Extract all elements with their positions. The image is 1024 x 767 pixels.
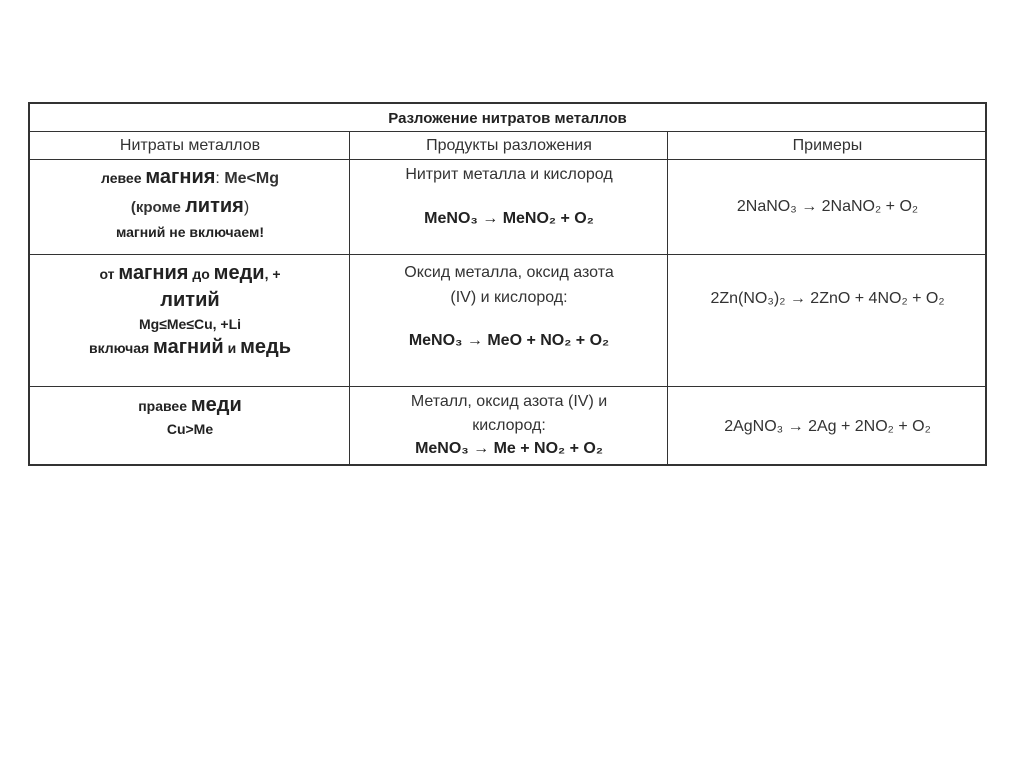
text: литий bbox=[160, 289, 220, 311]
text: , + bbox=[264, 266, 281, 282]
text: включая bbox=[88, 340, 154, 356]
text: правее bbox=[138, 398, 191, 414]
row3-products bbox=[350, 389, 668, 467]
text: : bbox=[215, 170, 225, 187]
row2-example: 2Zn(NO₃)₂ → 2ZnO + 4NO₂ + O₂ bbox=[710, 290, 945, 307]
text: (IV) и кислород: bbox=[450, 289, 568, 306]
text: от bbox=[99, 266, 119, 282]
text: кислород: bbox=[472, 417, 546, 434]
text: Оксид металла, оксид азота bbox=[404, 264, 614, 281]
formula: MeNO₃ → MeNO₂ + O₂ bbox=[424, 210, 594, 227]
header-examples: Примеры bbox=[792, 137, 863, 154]
nitrate-decomposition-table bbox=[28, 102, 987, 466]
row1-example: 2NaNO₃ → 2NaNO₂ + O₂ bbox=[736, 198, 919, 215]
row3-metals bbox=[30, 394, 350, 464]
header-products: Продукты разложения bbox=[426, 137, 592, 154]
row1-metals bbox=[30, 166, 350, 256]
row2-metals bbox=[30, 262, 350, 387]
text: Металл, оксид азота (IV) и bbox=[410, 393, 608, 410]
text: левее bbox=[101, 170, 146, 186]
formula: MeNO₃ → Me + NO₂ + O₂ bbox=[415, 440, 603, 457]
formula: MeNO₃ → MeO + NO₂ + O₂ bbox=[408, 332, 610, 349]
table-title: Разложение нитратов металлов bbox=[388, 109, 627, 127]
row2-products bbox=[350, 260, 668, 385]
text: Mg≤Me≤Cu, +Li bbox=[138, 316, 242, 332]
text: меди bbox=[213, 262, 265, 284]
text: лития bbox=[185, 195, 244, 217]
text: ) bbox=[243, 199, 250, 216]
text: магния bbox=[118, 262, 189, 284]
text: до bbox=[188, 266, 214, 282]
row3-example: 2AgNO₃ → 2Ag + 2NO₂ + O₂ bbox=[724, 418, 931, 435]
header-metals: Нитраты металлов bbox=[119, 137, 261, 154]
text: Me<Mg bbox=[224, 170, 279, 187]
row1-products bbox=[350, 166, 668, 256]
text: магний не включаем! bbox=[115, 224, 265, 240]
text: и bbox=[223, 340, 241, 356]
text: Нитрит металла и кислород bbox=[405, 166, 613, 183]
text: магний bbox=[153, 336, 224, 358]
text: меди bbox=[190, 394, 242, 416]
text: магния bbox=[145, 166, 216, 188]
text: медь bbox=[240, 336, 292, 358]
text: Cu>Me bbox=[166, 421, 214, 437]
text: (кроме bbox=[130, 199, 186, 216]
